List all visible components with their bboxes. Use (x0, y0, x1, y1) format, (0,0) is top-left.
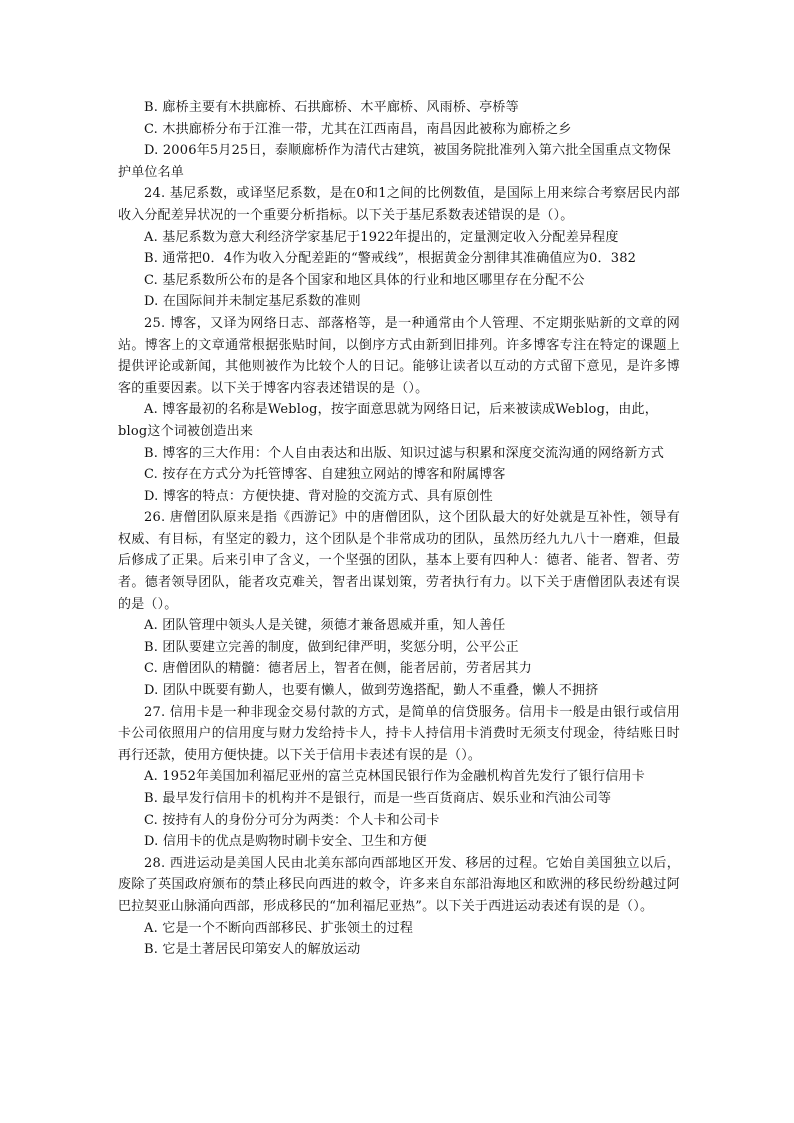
q28-option-a: A. 它是一个不断向西部移民、扩张领土的过程 (144, 920, 414, 936)
q23-option-b: B. 廊桥主要有木拱廊桥、石拱廊桥、木平廊桥、风雨桥、亭桥等 (144, 100, 519, 115)
q24-option-c: C. 基尼系数所公布的是各个国家和地区具体的行业和地区哪里存在分配不公 (144, 272, 585, 288)
q26-option-d: D. 团队中既要有勤人，也要有懒人，做到劳逸搭配，勤人不重叠，懒人不拥挤 (144, 683, 599, 699)
q25-option-b: B. 博客的三大作用：个人自由表达和出版、知识过滤与积累和深度交流沟通的网络新方式 (144, 445, 665, 461)
q26-option-b: B. 团队要建立完善的制度，做到纪律严明，奖惩分明，公平公正 (144, 639, 519, 655)
q24-option-a: A. 基尼系数为意大利经济学家基尼于1922年提出的，定量测定收入分配差异程度 (144, 229, 619, 245)
document-body (118, 97, 680, 961)
q28-stem: 28. 西进运动是美国人民由北美东部向西部地区开发、移居的过程。它始自美国独立以后，废除了英国政府颁布的禁止移民向西进的敕令，许多来自东部沿海地区和欧洲的移民纷纷越过阿巴拉契亚山脉涌向西部，形成移民的“加利福尼亚热”。以下关于西进运动表述有误的是（）。 (118, 855, 680, 914)
q25-option-a: A. 博客最初的名称是Weblog，按字面意思就为网络日记，后来被读成Weblog，由此，blog这个词被创造出来 (118, 402, 658, 439)
q24-option-d: D. 在国际间并未制定基尼系数的准则 (144, 294, 361, 310)
q26-option-c: C. 唐僧团队的精髓：德者居上，智者在侧，能者居前，劳者居其力 (144, 661, 532, 677)
q27-option-b: B. 最早发行信用卡的机构并不是银行，而是一些百货商店、娱乐业和汽油公司等 (144, 791, 612, 806)
q26-option-a: A. 团队管理中领头人是关键，须德才兼备恩威并重，知人善任 (144, 618, 506, 634)
q27-option-a: A. 1952年美国加利福尼亚州的富兰克林国民银行作为金融机构首先发行了银行信用卡 (144, 769, 645, 785)
q25-stem: 25. 博客，又译为网络日志、部落格等，是一种通常由个人管理、不定期张贴新的文章的网站。博客上的文章通常根据张贴时间，以倒序方式由新到旧排列。许多博客专注在特定的课题上提供评论或新闻，其他则被作为比较个人的日记。能够让读者以互动的方式留下意见，是许多博客的重要因素。以下关于博客内容表述错误的是（）。 (118, 315, 680, 396)
q28-option-b: B. 它是土著居民印第安人的解放运动 (144, 942, 361, 958)
q27-option-c: C. 按持有人的身份分可分为两类：个人卡和公司卡 (144, 812, 440, 828)
q27-stem: 27. 信用卡是一种非现金交易付款的方式，是简单的信贷服务。信用卡一般是由银行或信用卡公司依照用户的信用度与财力发给持卡人，持卡人持信用卡消费时无须支付现金，待结账日时再行还款，使用方便快捷。以下关于信用卡表述有误的是（）。 (118, 704, 680, 763)
q25-option-c: C. 按存在方式分为托管博客、自建独立网站的博客和附属博客 (144, 467, 506, 483)
q25-option-d: D. 博客的特点：方便快捷、背对脸的交流方式、具有原创性 (144, 488, 493, 504)
q23-option-c: C. 木拱廊桥分布于江淮一带，尤其在江西南昌，南昌因此被称为廊桥之乡 (144, 121, 572, 137)
q27-option-d: D. 信用卡的优点是购物时刷卡安全、卫生和方便 (144, 834, 427, 850)
q24-option-b: B. 通常把0．4作为收入分配差距的“警戒线”，根据黄金分割律其准确值应为0．382 (144, 251, 637, 267)
q24-stem: 24. 基尼系数，或译坚尼系数，是在0和1之间的比例数值，是国际上用来综合考察居民内部收入分配差异状况的一个重要分析指标。以下关于基尼系数表述错误的是（）。 (118, 186, 680, 223)
q26-stem: 26. 唐僧团队原来是指《西游记》中的唐僧团队，这个团队最大的好处就是互补性，领导有权威、有目标，有坚定的毅力，这个团队是个非常成功的团队，虽然历经九九八十一磨难，但最后修成了正果。后来引申了含义，一个坚强的团队，基本上要有四种人：德者、能者、智者、劳者。德者领导团队，能者攻克难关，智者出谋划策，劳者执行有力。以下关于唐僧团队表述有误的是（）。 (118, 510, 680, 612)
q23-option-d: D. 2006年5月25日，泰顺廊桥作为清代古建筑，被国务院批准列入第六批全国重点文物保护单位名单 (118, 143, 671, 180)
